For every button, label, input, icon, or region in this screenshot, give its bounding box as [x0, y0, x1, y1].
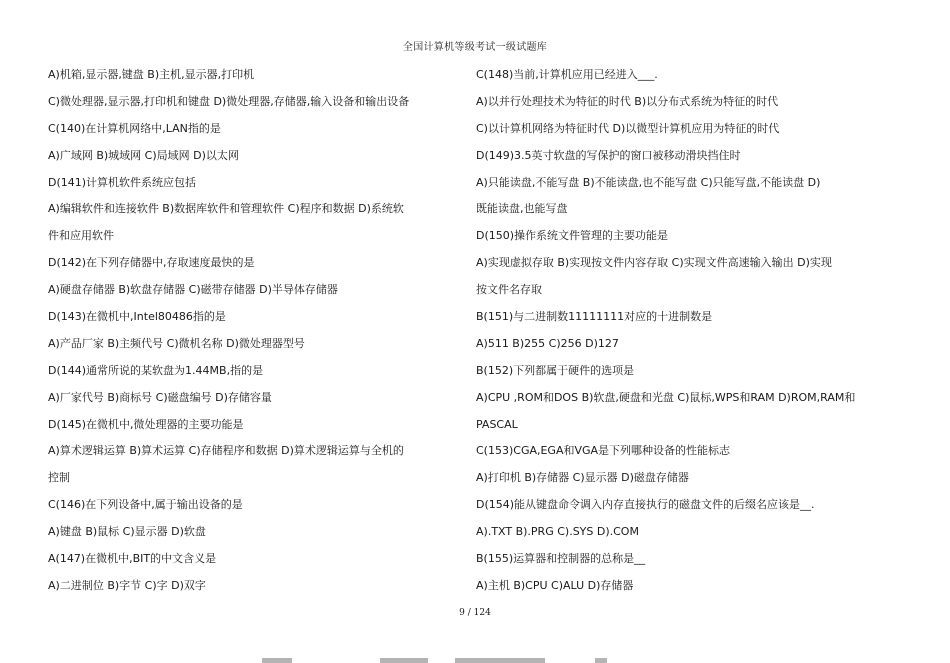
- text-line: A)只能读盘,不能写盘 B)不能读盘,也不能写盘 C)只能写盘,不能读盘 D): [476, 175, 821, 189]
- text-line: PASCAL: [476, 417, 518, 431]
- text-line: D(154)能从键盘命令调入内存直接执行的磁盘文件的后缀名应该是__.: [476, 498, 815, 512]
- left-column: [48, 68, 466, 606]
- text-line: D(144)通常所说的某软盘为1.44MB,指的是: [48, 363, 264, 377]
- text-line: A)以并行处理技术为特征的时代 B)以分布式系统为特征的时代: [476, 94, 779, 108]
- bottom-edge-mark: [262, 658, 292, 663]
- text-line: C(153)CGA,EGA和VGA是下列哪种设备的性能标志: [476, 444, 731, 458]
- text-line: A)厂家代号 B)商标号 C)磁盘编号 D)存储容量: [48, 390, 272, 404]
- text-line: A)打印机 B)存储器 C)显示器 D)磁盘存储器: [476, 471, 689, 485]
- right-column: [476, 68, 894, 606]
- bottom-edge-mark: [455, 658, 545, 663]
- text-line: 控制: [48, 471, 70, 485]
- text-line: A)511 B)255 C)256 D)127: [476, 336, 619, 350]
- page-title: 全国计算机等级考试一级试题库: [402, 42, 548, 53]
- text-line: C)微处理器,显示器,打印机和键盘 D)微处理器,存储器,输入设备和输出设备: [48, 94, 410, 108]
- text-line: C(148)当前,计算机应用已经进入___.: [476, 68, 658, 81]
- text-line: A)编辑软件和连接软件 B)数据库软件和管理软件 C)程序和数据 D)系统软: [48, 202, 404, 216]
- text-line: 按文件名存取: [476, 283, 542, 297]
- text-line: B(152)下列都属于硬件的选项是: [476, 363, 635, 377]
- text-line: 件和应用软件: [48, 229, 114, 243]
- text-line: A)主机 B)CPU C)ALU D)存储器: [476, 578, 634, 592]
- text-line: B(151)与二进制数11111111对应的十进制数是: [476, 310, 713, 324]
- text-line: A)算术逻辑运算 B)算术运算 C)存储程序和数据 D)算术逻辑运算与全机的: [48, 444, 404, 458]
- text-line: A)硬盘存储器 B)软盘存储器 C)磁带存储器 D)半导体存储器: [48, 283, 338, 297]
- text-line: A)机箱,显示器,键盘 B)主机,显示器,打印机: [48, 68, 255, 81]
- text-line: A)键盘 B)鼠标 C)显示器 D)软盘: [48, 525, 206, 539]
- text-line: A)CPU ,ROM和DOS B)软盘,硬盘和光盘 C)鼠标,WPS和RAM D)ROM,RAM和: [476, 390, 856, 404]
- text-line: D(149)3.5英寸软盘的写保护的窗口被移动滑块挡住时: [476, 148, 741, 162]
- text-line: D(143)在微机中,Intel80486指的是: [48, 310, 226, 324]
- text-line: D(141)计算机软件系统应包括: [48, 175, 197, 189]
- page-number: 9 / 124: [459, 608, 491, 618]
- text-line: 既能读盘,也能写盘: [476, 202, 568, 216]
- bottom-edge-mark: [595, 658, 607, 663]
- text-line: A)实现虚拟存取 B)实现按文件内容存取 C)实现文件高速输入输出 D)实现: [476, 256, 832, 270]
- text-line: D(142)在下列存储器中,存取速度最快的是: [48, 256, 255, 270]
- text-line: C(146)在下列设备中,属于输出设备的是: [48, 498, 243, 512]
- text-line: D(150)操作系统文件管理的主要功能是: [476, 229, 669, 243]
- text-line: A)产品厂家 B)主频代号 C)微机名称 D)微处理器型号: [48, 336, 305, 350]
- text-line: A)广域网 B)城域网 C)局域网 D)以太网: [48, 148, 239, 162]
- text-line: C)以计算机网络为特征时代 D)以微型计算机应用为特征的时代: [476, 121, 780, 135]
- bottom-edge-mark: [380, 658, 428, 663]
- text-line: C(140)在计算机网络中,LAN指的是: [48, 121, 221, 135]
- text-line: A(147)在微机中,BIT的中文含义是: [48, 552, 217, 566]
- text-line: B(155)运算器和控制器的总称是__: [476, 552, 646, 566]
- text-line: D(145)在微机中,微处理器的主要功能是: [48, 417, 244, 431]
- text-line: A).TXT B).PRG C).SYS D).COM: [476, 525, 639, 539]
- text-line: A)二进制位 B)字节 C)字 D)双字: [48, 578, 206, 592]
